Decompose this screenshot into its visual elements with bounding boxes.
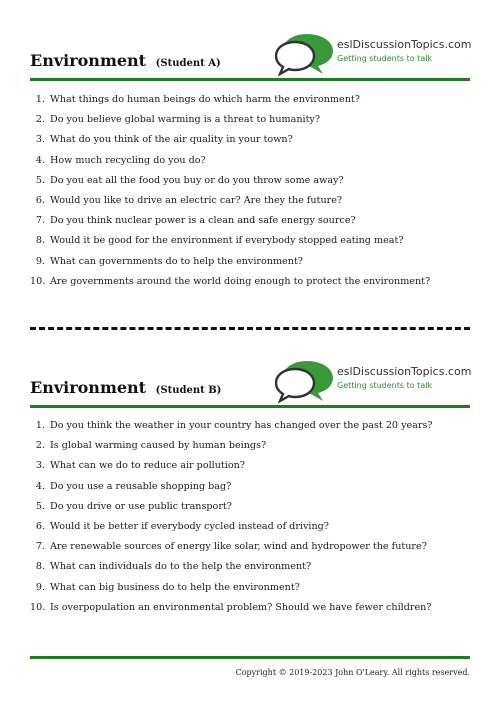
question-item (30, 110, 470, 130)
site-logo (275, 357, 470, 405)
question-item (30, 456, 470, 476)
question-number: 3. (35, 460, 45, 472)
title-text: Environment (30, 378, 147, 397)
question-text: Would it be good for the environment if everybody stopped eating meat? (50, 235, 404, 247)
question-text: Do you drive or use public transport? (50, 500, 232, 512)
question-number: 4. (35, 154, 45, 166)
question-item (30, 578, 470, 598)
question-item (30, 436, 470, 456)
footer-divider (30, 656, 470, 659)
question-text: What do you think of the air quality in your town? (50, 134, 293, 146)
question-text: Do you eat all the food you buy or do you throw some away? (50, 174, 344, 186)
question-number: 8. (35, 235, 45, 247)
question-item (30, 191, 470, 211)
question-item (30, 517, 470, 537)
logo-name: eslDiscussionTopics.com (337, 365, 472, 378)
question-number: 8. (35, 561, 45, 573)
page-title (30, 378, 221, 397)
question-number: 10. (30, 601, 46, 613)
question-number: 4. (35, 480, 45, 492)
section-student-a (30, 30, 470, 292)
question-item (30, 416, 470, 436)
question-text: What can big business do to help the environment? (50, 581, 300, 593)
question-number: 5. (35, 174, 45, 186)
cut-line-divider (30, 327, 470, 330)
question-item (30, 171, 470, 191)
question-text: What can governments do to help the environment? (50, 255, 303, 267)
question-text: Is overpopulation an environmental problem? Should we have fewer children? (50, 601, 432, 613)
question-number: 2. (35, 114, 45, 126)
question-item (30, 130, 470, 150)
logo-name: eslDiscussionTopics.com (337, 38, 472, 51)
question-number: 6. (35, 520, 45, 532)
header-divider (30, 78, 470, 81)
question-number: 10. (30, 275, 46, 287)
copyright-text: Copyright © 2019-2023 John O'Leary. All rights reserved. (235, 668, 470, 677)
question-text: Do you believe global warming is a threat to humanity? (50, 114, 320, 126)
page-title (30, 51, 221, 70)
question-number: 9. (35, 581, 45, 593)
speech-bubbles-icon (275, 359, 335, 403)
question-text: Do you think the weather in your country has changed over the past 20 years? (50, 420, 433, 431)
question-text: Do you use a reusable shopping bag? (50, 480, 232, 492)
question-number: 5. (35, 500, 45, 512)
question-text: What things do human beings do which harm the environment? (50, 94, 360, 105)
question-text: What can we do to reduce air pollution? (50, 460, 245, 472)
question-item (30, 211, 470, 231)
speech-bubbles-icon (275, 32, 335, 76)
subtitle-text: (Student A) (155, 58, 221, 69)
question-number: 6. (35, 194, 45, 206)
site-logo (275, 30, 470, 78)
question-number: 7. (35, 215, 45, 227)
question-item (30, 252, 470, 272)
question-list (30, 90, 470, 292)
section-student-b (30, 357, 470, 618)
question-number: 1. (35, 420, 45, 431)
question-number: 1. (35, 94, 45, 105)
question-number: 7. (35, 541, 45, 553)
question-item (30, 477, 470, 497)
question-text: Is global warming caused by human beings? (50, 440, 267, 452)
question-text: What can individuals do to the help the environment? (50, 561, 312, 573)
question-list (30, 416, 470, 618)
question-item (30, 90, 470, 110)
question-number: 3. (35, 134, 45, 146)
question-text: Would it be better if everybody cycled instead of driving? (50, 520, 329, 532)
question-item (30, 497, 470, 517)
question-number: 2. (35, 440, 45, 452)
section-a-header (30, 30, 470, 78)
question-item (30, 537, 470, 557)
logo-tagline: Getting students to talk (337, 381, 433, 390)
header-divider (30, 405, 470, 408)
question-item (30, 231, 470, 251)
section-b-header (30, 357, 470, 405)
question-text: Do you think nuclear power is a clean and safe energy source? (50, 215, 356, 227)
logo-tagline: Getting students to talk (337, 54, 433, 63)
subtitle-text: (Student B) (155, 385, 222, 396)
title-text: Environment (30, 51, 147, 70)
question-text: Are governments around the world doing enough to protect the environment? (50, 275, 431, 287)
question-item (30, 151, 470, 171)
question-item (30, 557, 470, 577)
question-item (30, 272, 470, 292)
question-text: Would you like to drive an electric car? Are they the future? (50, 194, 343, 206)
question-number: 9. (35, 255, 45, 267)
question-item (30, 598, 470, 618)
question-text: Are renewable sources of energy like solar, wind and hydropower the future? (50, 541, 427, 553)
question-text: How much recycling do you do? (50, 154, 206, 166)
